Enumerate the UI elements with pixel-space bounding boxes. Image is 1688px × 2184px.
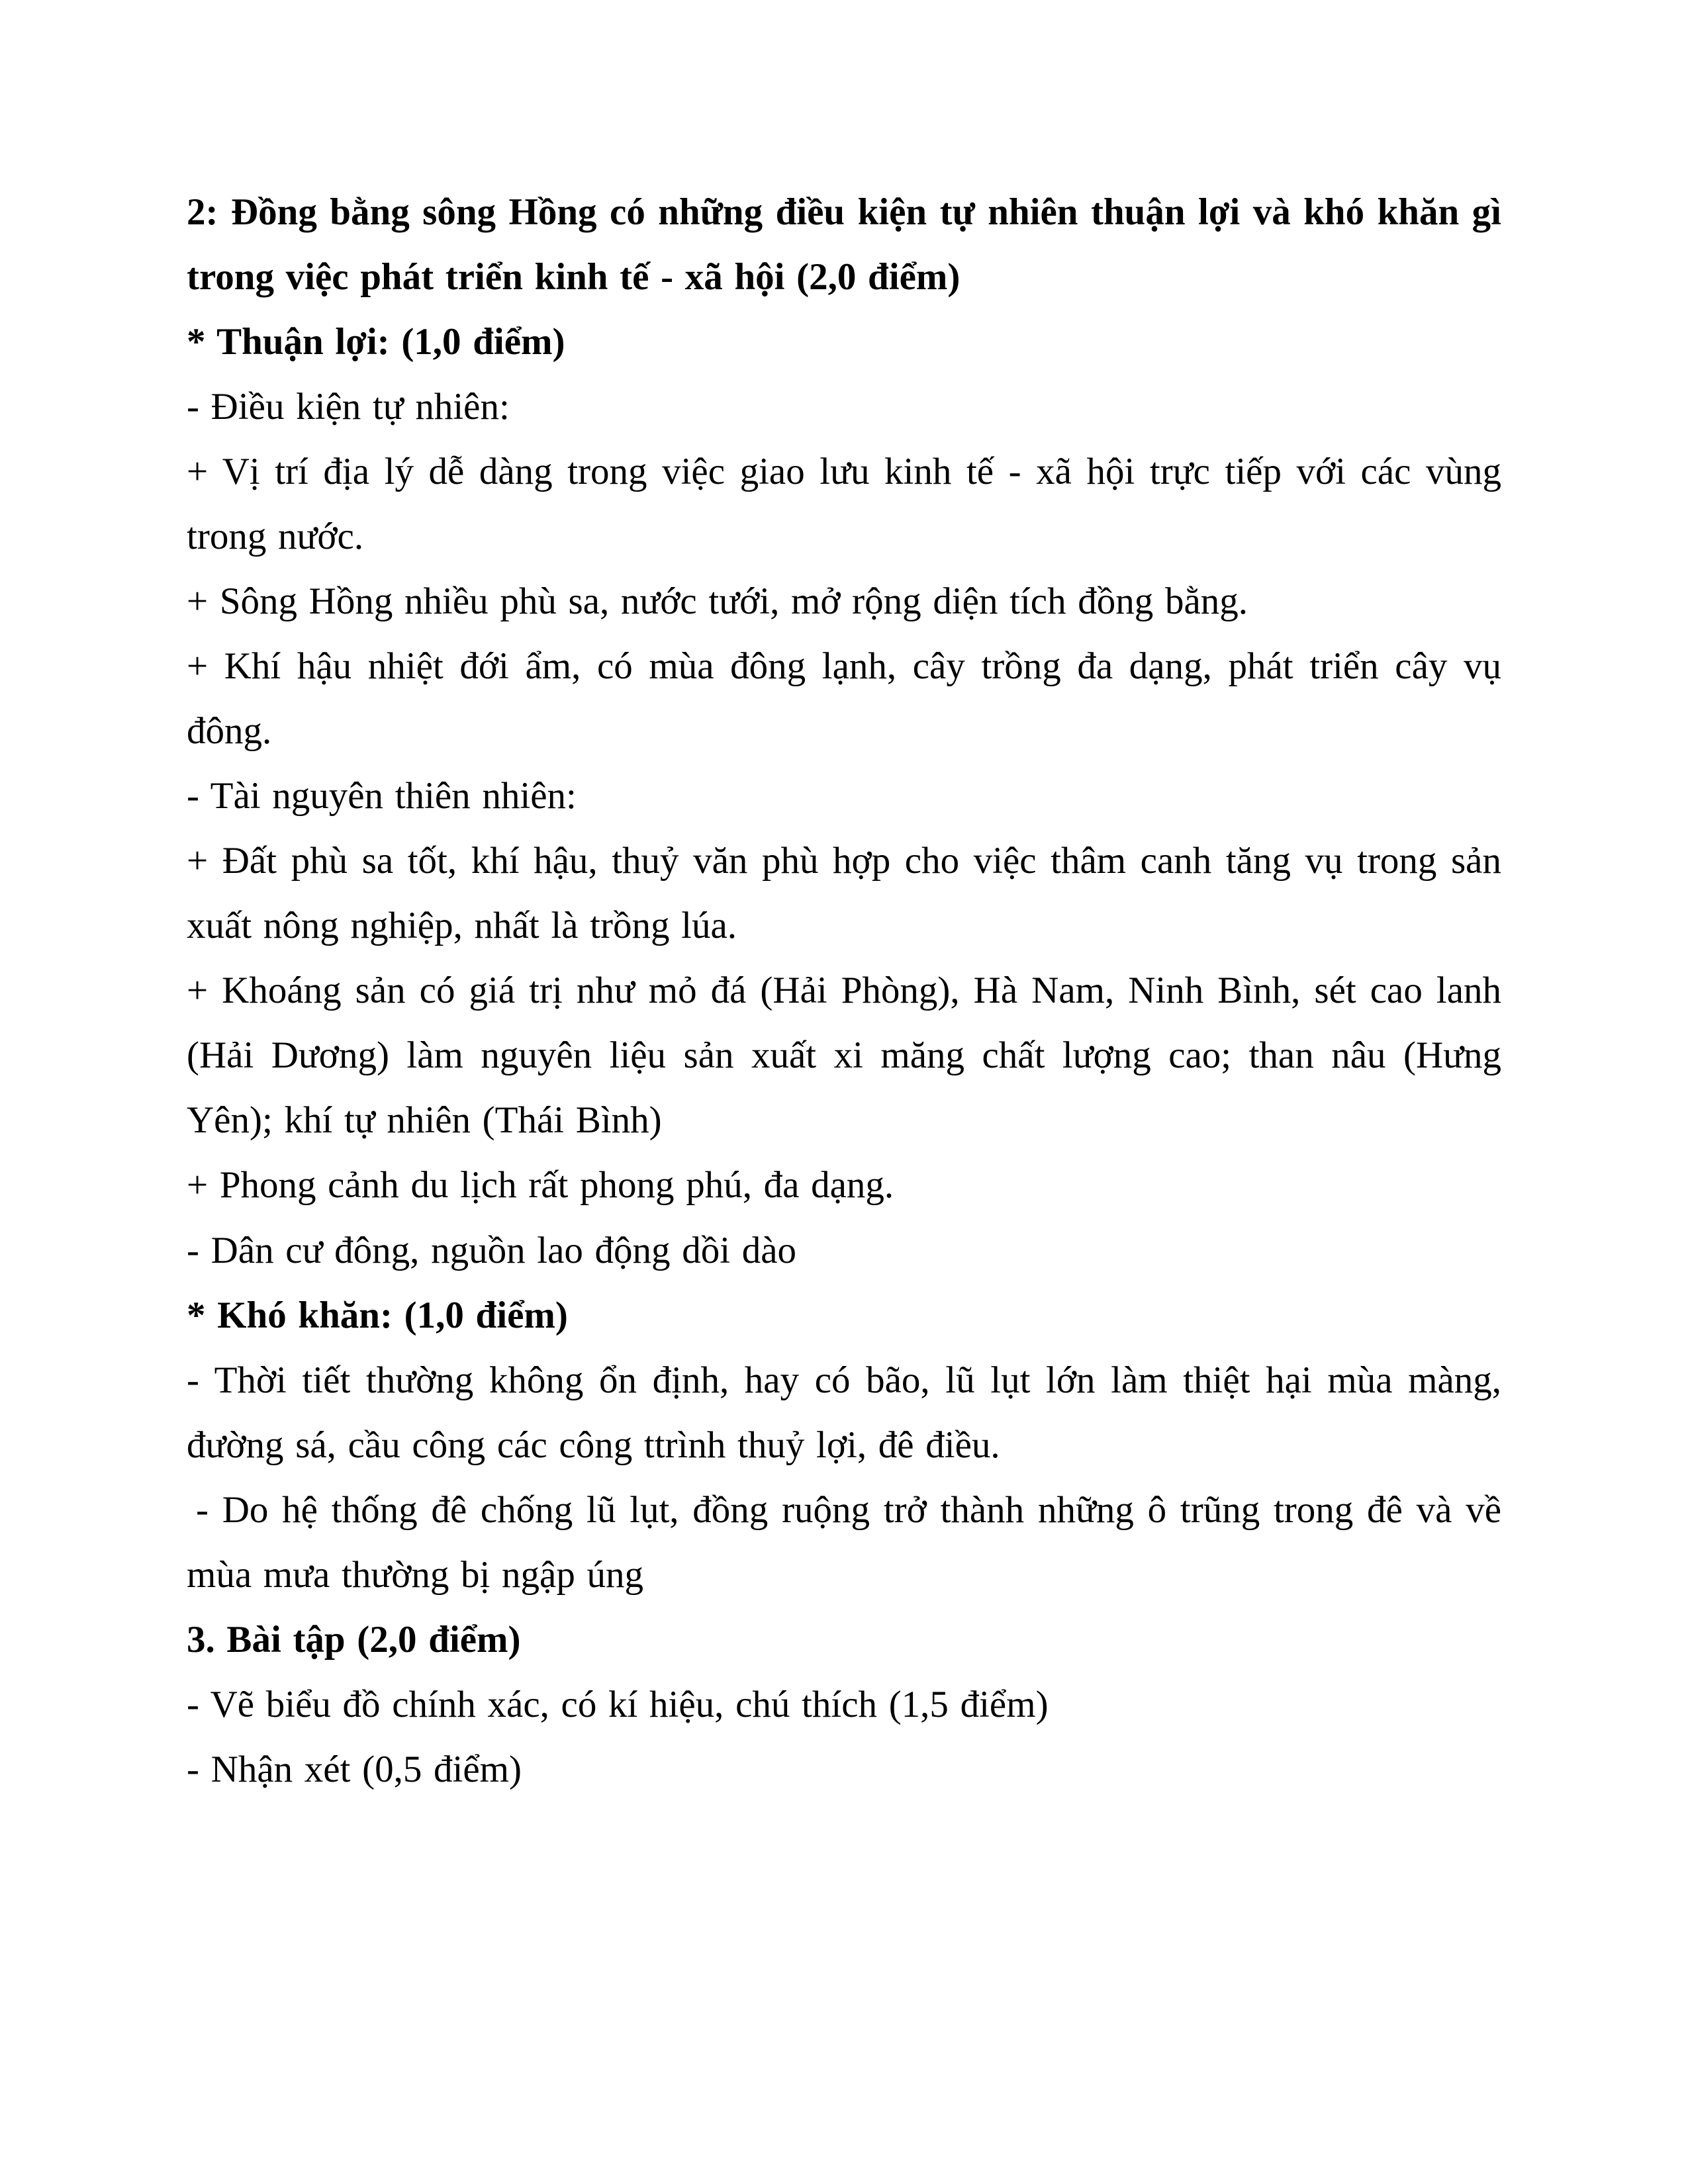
paragraph-population: - Dân cư đông, nguồn lao động dồi dào <box>187 1229 797 1271</box>
paragraph-dikes: - Do hệ thống đê chống lũ lụt, đồng ruộng trở thành những ô trũng trong đê và về mùa mưa thường bị ngập úng <box>187 1488 1501 1596</box>
paragraph-natural-resources: - Tài nguyên thiên nhiên: <box>187 775 577 817</box>
paragraph-location: + Vị trí địa lý dễ dàng trong việc giao lưu kinh tế - xã hội trực tiếp với các vùng trong nước. <box>187 451 1501 558</box>
advantages-heading: * Thuận lợi: (1,0 điểm) <box>187 321 565 363</box>
paragraph-weather: - Thời tiết thường không ổn định, hay có bão, lũ lụt lớn làm thiệt hại mùa màng, đường sá, cầu công các công ttrình thuỷ lợi, đê điều. <box>187 1359 1501 1466</box>
paragraph-comment: - Nhận xét (0,5 điểm) <box>187 1748 522 1790</box>
paragraph-minerals: + Khoáng sản có giá trị như mỏ đá (Hải Phòng), Hà Nam, Ninh Bình, sét cao lanh (Hải Dương) làm nguyên liệu sản xuất xi măng chất lượng cao; than nâu (Hưng Yên); khí tự nhiên (Thái Bình) <box>187 970 1501 1142</box>
paragraph-climate: + Khí hậu nhiệt đới ẩm, có mùa đông lạnh, cây trồng đa dạng, phát triển cây vụ đông. <box>187 645 1501 752</box>
paragraph-red-river: + Sông Hồng nhiều phù sa, nước tưới, mở rộng diện tích đồng bằng. <box>187 580 1248 623</box>
exercise-heading: 3. Bài tập (2,0 điểm) <box>187 1618 521 1661</box>
question-2-heading: 2: Đồng bằng sông Hồng có những điều kiện tự nhiên thuận lợi và khó khăn gì trong việc phát triển kinh tế - xã hội (2,0 điểm) <box>187 191 1501 298</box>
difficulties-heading: * Khó khăn: (1,0 điểm) <box>187 1294 568 1336</box>
paragraph-soil: + Đất phù sa tốt, khí hậu, thuỷ văn phù hợp cho việc thâm canh tăng vụ trong sản xuất nông nghiệp, nhất là trồng lúa. <box>187 840 1501 947</box>
paragraph-natural-conditions: - Điều kiện tự nhiên: <box>187 386 510 428</box>
paragraph-chart: - Vẽ biểu đồ chính xác, có kí hiệu, chú thích (1,5 điểm) <box>187 1683 1049 1725</box>
paragraph-tourism: + Phong cảnh du lịch rất phong phú, đa dạng. <box>187 1164 894 1206</box>
